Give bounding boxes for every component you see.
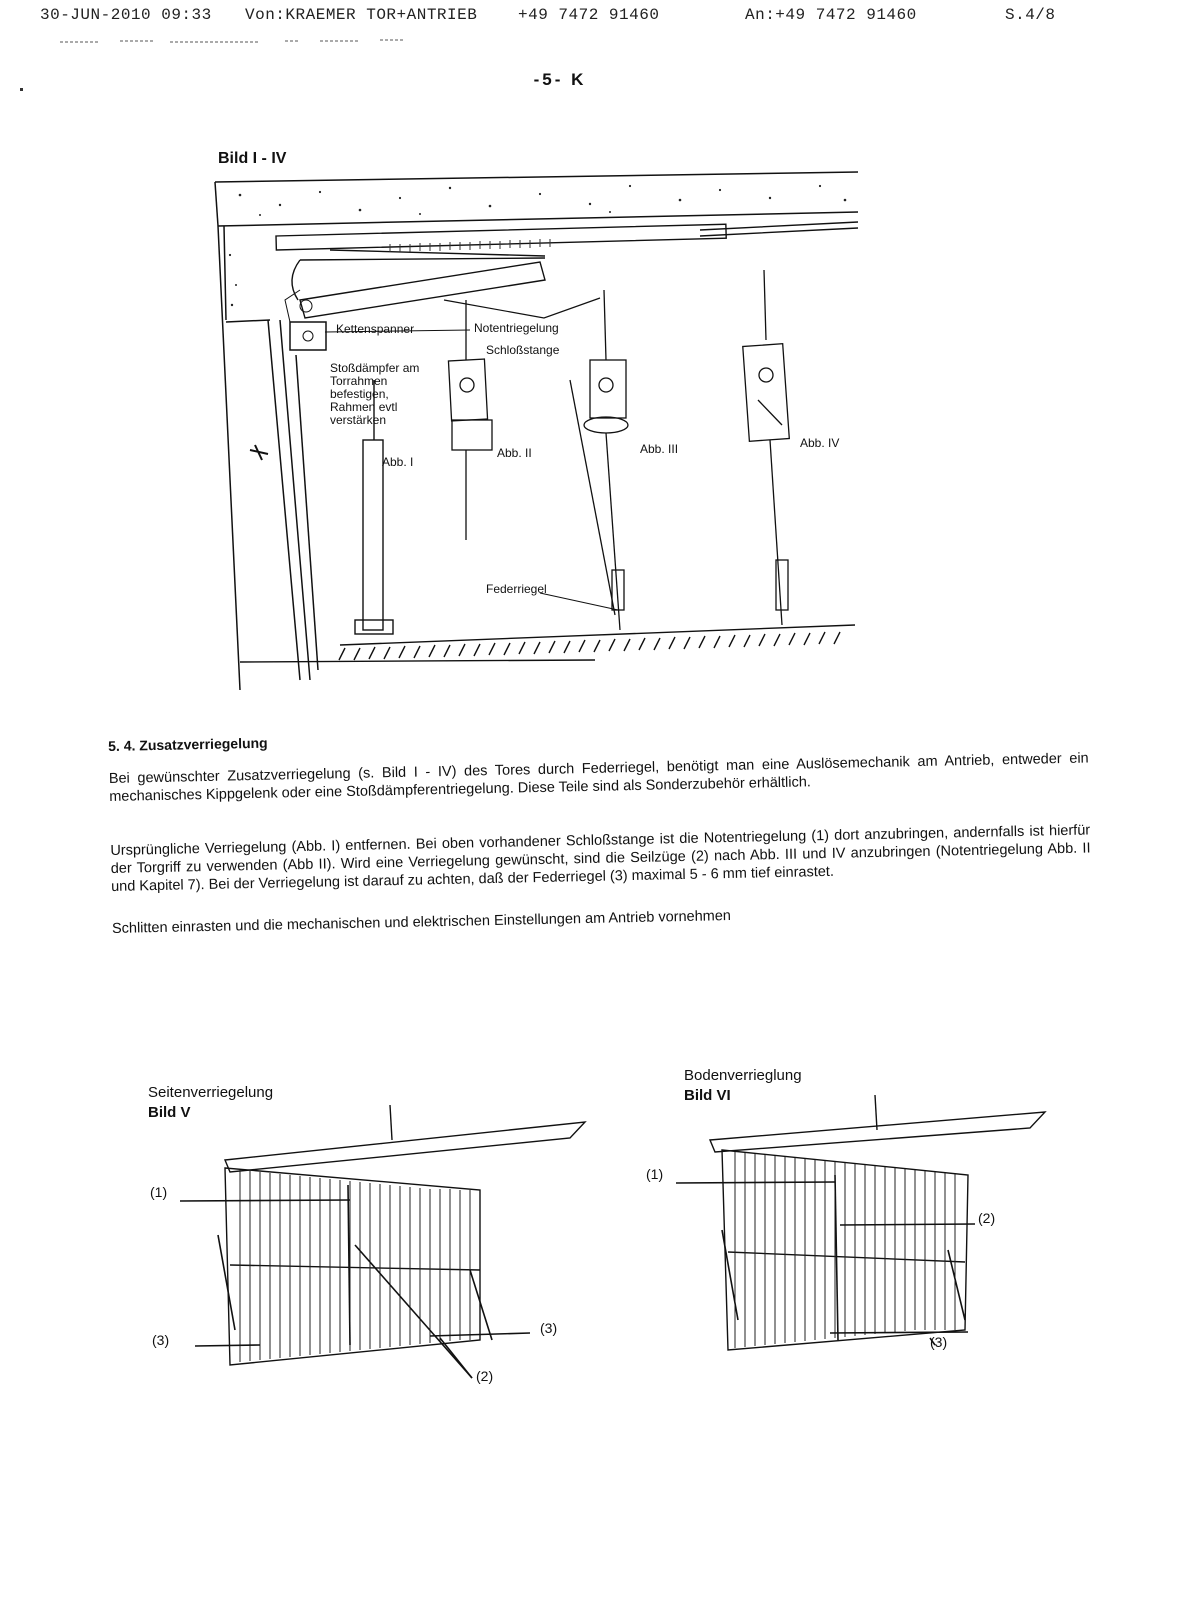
section-paragraph-1: Bei gewünschter Zusatzverriegelung (s. Bild I - IV) des Tores durch Federriegel, benötigt man eine Auslösemechanik am Antrieb, entweder ein mechanisches Kippgelenk oder eine Stoßdämpferentriegelung. Diese Teile sind als Sonderzubehör erhältlich. xyxy=(108,750,1089,805)
label-federriegel: Federriegel xyxy=(486,582,547,596)
figure-vi-caption: Bodenverrieglung xyxy=(684,1067,802,1084)
label-abb-4: Abb. IV xyxy=(800,436,840,450)
fax-page: S.4/8 xyxy=(1005,6,1056,24)
figure-v-callout-3-right: (3) xyxy=(540,1320,558,1336)
fax-sender: Von:KRAEMER TOR+ANTRIEB xyxy=(245,6,478,24)
page-number: -5- K xyxy=(533,70,587,89)
label-abb-2: Abb. II xyxy=(497,446,532,460)
figure-vi-callout-2: (2) xyxy=(978,1210,996,1226)
fax-datetime: 30-JUN-2010 09:33 xyxy=(40,6,212,24)
figure-vi-callout-3: (3) xyxy=(930,1334,948,1350)
label-notentriegelung: Notentriegelung xyxy=(474,321,559,335)
label-kettenspanner: Kettenspanner xyxy=(336,322,415,336)
label-abb-1: Abb. I xyxy=(382,455,414,469)
label-schlossstange: Schloßstange xyxy=(486,343,560,357)
fax-sender-phone: +49 7472 91460 xyxy=(518,6,660,24)
figure-vi-callout-1: (1) xyxy=(646,1166,664,1182)
figure-v-callout-2: (2) xyxy=(476,1368,494,1384)
section-paragraph-2: Ursprüngliche Verriegelung (Abb. I) entfernen. Bei oben vorhandener Schloßstange ist die Notentriegelung (1) dort anzubringen, andernfalls ist hierfür der Torgriff zu verwenden (Abb II). Wird eine Verriegelung gewünscht, sind die Seilzüge (2) nach Abb. III und IV anzubringen (Notentriegelung Abb. II und Kapitel 7). Bei der Verriegelung ist darauf zu achten, daß der Federriegel (3) maximal 5 - 6 mm tief einrastet. xyxy=(110,822,1091,895)
label-stossdaempfer: Stoßdämpfer am Torrahmen befestigen, Rahmen evtl verstärken xyxy=(330,361,420,427)
figure-v-caption: Seitenverriegelung xyxy=(148,1084,274,1101)
fax-recipient: An:+49 7472 91460 xyxy=(745,6,917,24)
figure-top-title: Bild I - IV xyxy=(218,150,287,167)
figure-v-callout-3-left: (3) xyxy=(152,1332,170,1348)
figure-v-title: Bild V xyxy=(148,1104,191,1121)
figure-v-callout-1: (1) xyxy=(150,1184,168,1200)
label-abb-3: Abb. III xyxy=(640,442,679,456)
section-paragraph-3: Schlitten einrasten und die mechanischen und elektrischen Einstellungen am Antrieb vornehmen xyxy=(111,907,732,937)
section-heading: 5. 4. Zusatzverriegelung xyxy=(108,734,268,754)
figure-vi-title: Bild VI xyxy=(684,1087,731,1104)
